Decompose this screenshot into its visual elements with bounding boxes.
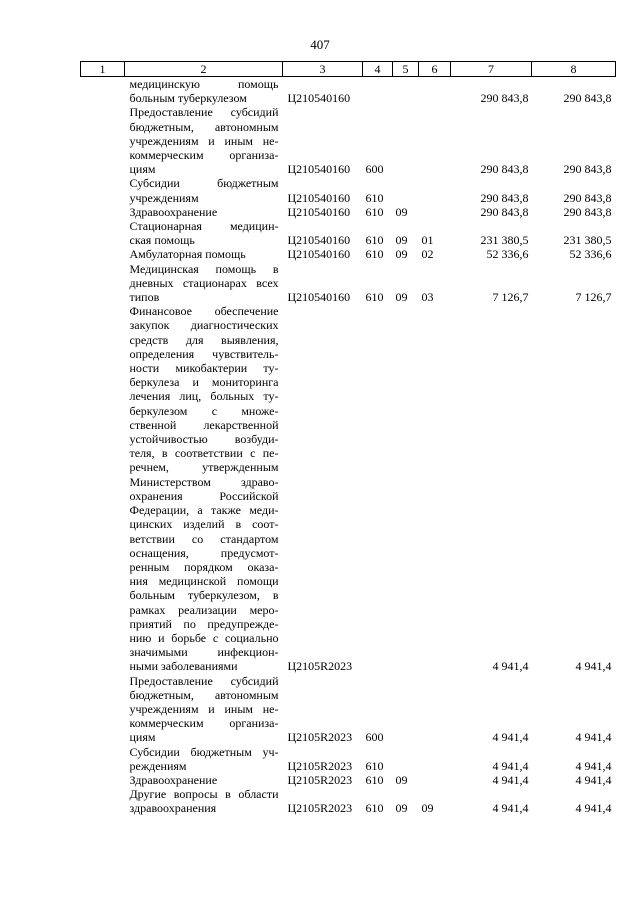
- subsection: 02: [421, 247, 434, 262]
- header-cell-8: 8: [532, 62, 616, 77]
- table-row: [81, 787, 616, 815]
- item-name-line: реждениям: [129, 758, 187, 773]
- section: 09: [395, 233, 408, 248]
- amount-col-8: 4 941,4: [575, 758, 612, 773]
- item-name-line: Стационарная медицин-: [129, 219, 279, 234]
- target-code: Ц210540160: [287, 190, 351, 205]
- item-name-line: Медицинская помощь в: [129, 261, 279, 276]
- item-name-line: охранения Российской: [129, 488, 279, 503]
- item-name: [81, 176, 283, 204]
- subsection: 01: [421, 233, 434, 248]
- section: 09: [395, 290, 408, 305]
- item-name-line: Другие вопросы в области: [129, 787, 279, 802]
- item-name: [81, 262, 283, 305]
- table-row: [81, 219, 616, 247]
- item-name-line: Амбулаторная помощь: [129, 247, 246, 262]
- amount-col-7: 4 941,4: [492, 801, 529, 816]
- amount-col-8: 4 941,4: [575, 772, 612, 787]
- amount-col-7: 4 941,4: [492, 730, 529, 745]
- section: [393, 745, 419, 773]
- item-name-line: Здравоохранение: [129, 204, 218, 219]
- table-row: [81, 262, 616, 305]
- header-cell-5: 5: [393, 62, 419, 77]
- page-number: 407: [310, 37, 330, 52]
- table-row: [81, 105, 616, 176]
- subsection: [419, 105, 451, 176]
- item-name-line: ния медицинской помощи: [129, 574, 279, 589]
- amount-col-8: 4 941,4: [575, 801, 612, 816]
- item-name: [81, 247, 283, 261]
- amount-col-7: 7 126,7: [492, 290, 529, 305]
- expense-type: 610: [365, 190, 384, 205]
- item-name: [81, 304, 283, 673]
- item-name-line: средств для выявления,: [129, 332, 279, 347]
- subsection: 03: [421, 290, 434, 305]
- header-cell-1: 1: [81, 62, 125, 77]
- expense-type: 610: [365, 758, 384, 773]
- item-name-line: ными заболеваниями: [129, 659, 238, 674]
- item-name-line: медицинскую помощь: [129, 77, 279, 91]
- item-name-line: речнем, утвержденным: [129, 460, 279, 475]
- item-name: [81, 105, 283, 176]
- item-name-line: циям: [129, 730, 156, 745]
- subsection: [419, 304, 451, 673]
- section: [393, 304, 419, 673]
- item-name-line: оснащения, предусмот-: [129, 545, 279, 560]
- target-code: Ц2105R2023: [287, 758, 353, 773]
- item-name-line: Финансовое обеспечение: [129, 304, 279, 319]
- expense-type: 610: [365, 290, 384, 305]
- item-name: [81, 674, 283, 745]
- amount-col-7: 290 843,8: [480, 91, 529, 106]
- item-name-line: определения чувствитель-: [129, 346, 279, 361]
- target-code: Ц210540160: [287, 162, 351, 177]
- amount-col-7: 290 843,8: [480, 190, 529, 205]
- header-cell-2: 2: [125, 62, 283, 77]
- header-cell-4: 4: [363, 62, 393, 77]
- item-name-line: Субсидии бюджетным: [129, 176, 279, 191]
- item-name-line: учреждениям и иным не-: [129, 133, 279, 148]
- item-name-line: Здравоохранение: [129, 772, 218, 787]
- item-name-line: Предоставление субсидий: [129, 673, 279, 688]
- item-name-line: ренным порядком оказа-: [129, 559, 279, 574]
- item-name-line: значимыми инфекцион-: [129, 645, 279, 660]
- budget-table: [80, 61, 616, 816]
- header-cell-7: 7: [451, 62, 532, 77]
- item-name-line: беркулеза и мониторинга: [129, 375, 279, 390]
- table-body: [81, 77, 616, 816]
- expense-type: 610: [365, 233, 384, 248]
- target-code: Ц210540160: [287, 247, 351, 262]
- amount-col-8: 290 843,8: [563, 204, 612, 219]
- table-row: [81, 77, 616, 106]
- expense-type: 610: [365, 204, 384, 219]
- item-name-line: бюджетным, автономным: [129, 119, 279, 134]
- header-row: [81, 62, 616, 77]
- amount-col-8: 7 126,7: [575, 290, 612, 305]
- item-name-line: нию и борьбе с социально: [129, 630, 279, 645]
- item-name-line: Предоставление субсидий: [129, 105, 279, 120]
- amount-col-7: 290 843,8: [480, 204, 529, 219]
- section: [393, 77, 419, 106]
- item-name-line: больным туберкулезом, в: [129, 588, 279, 603]
- item-name-line: ственной лекарственной: [129, 417, 279, 432]
- subsection: [419, 773, 451, 787]
- item-name: [81, 773, 283, 787]
- item-name: [81, 745, 283, 773]
- expense-type: 610: [365, 801, 384, 816]
- amount-col-7: 4 941,4: [492, 772, 529, 787]
- table-row: [81, 205, 616, 219]
- section: [393, 105, 419, 176]
- header-cell-6: 6: [419, 62, 451, 77]
- amount-col-8: 290 843,8: [563, 162, 612, 177]
- section: 09: [395, 247, 408, 262]
- item-name-line: теля, в соответствии с пе-: [129, 446, 279, 461]
- table-header: [81, 62, 616, 77]
- item-name-line: цинских изделий в соот-: [129, 517, 279, 532]
- target-code: Ц210540160: [287, 233, 351, 248]
- item-name: [81, 787, 283, 815]
- item-name-line: учреждениям и иным не-: [129, 701, 279, 716]
- item-name-line: типов: [129, 290, 160, 305]
- item-name-line: Федерации, а также меди-: [129, 503, 279, 518]
- item-name-line: коммерческим организа-: [129, 716, 279, 731]
- item-name-line: рамках реализации меро-: [129, 602, 279, 617]
- item-name-line: лечения лиц, больных ту-: [129, 389, 279, 404]
- section: 09: [395, 772, 408, 787]
- item-name-line: ветствии со стандартом: [129, 531, 279, 546]
- expense-type: [363, 77, 393, 106]
- section: [393, 674, 419, 745]
- table-row: [81, 304, 616, 673]
- subsection: [419, 77, 451, 106]
- item-name-line: бюджетным, автономным: [129, 687, 279, 702]
- subsection: [419, 205, 451, 219]
- target-code: Ц2105R2023: [287, 659, 353, 674]
- subsection: [419, 674, 451, 745]
- item-name: [81, 77, 283, 106]
- item-name-line: Министерством здраво-: [129, 474, 279, 489]
- item-name-line: устойчивостью возбуди-: [129, 432, 279, 447]
- target-code: Ц2105R2023: [287, 801, 353, 816]
- item-name: [81, 205, 283, 219]
- amount-col-8: 231 380,5: [563, 233, 612, 248]
- expense-type: 600: [365, 730, 384, 745]
- target-code: Ц2105R2023: [287, 730, 353, 745]
- target-code: Ц210540160: [287, 290, 351, 305]
- amount-col-8: 290 843,8: [563, 91, 612, 106]
- expense-type: [363, 304, 393, 673]
- subsection: [419, 745, 451, 773]
- item-name-line: ская помощь: [129, 233, 195, 248]
- item-name-line: Субсидии бюджетным уч-: [129, 744, 279, 759]
- expense-type: 610: [365, 247, 384, 262]
- header-cell-3: 3: [283, 62, 363, 77]
- expense-type: 600: [365, 162, 384, 177]
- amount-col-8: 4 941,4: [575, 659, 612, 674]
- item-name-line: дневных стационарах всех: [129, 275, 279, 290]
- item-name-line: беркулезом с множе-: [129, 403, 279, 418]
- amount-col-8: 290 843,8: [563, 190, 612, 205]
- amount-col-8: 52 336,6: [569, 247, 612, 262]
- table-row: [81, 773, 616, 787]
- item-name-line: больным туберкулезом: [129, 91, 247, 106]
- item-name-line: циям: [129, 162, 156, 177]
- amount-col-7: 290 843,8: [480, 162, 529, 177]
- item-name-line: учреждениям: [129, 190, 199, 205]
- subsection: [419, 176, 451, 204]
- section: 09: [395, 204, 408, 219]
- item-name-line: приятий по предупрежде-: [129, 616, 279, 631]
- item-name: [81, 219, 283, 247]
- target-code: Ц2105R2023: [287, 772, 353, 787]
- section: 09: [395, 801, 408, 816]
- item-name-line: коммерческим организа-: [129, 148, 279, 163]
- table-row: [81, 674, 616, 745]
- section: [393, 176, 419, 204]
- table-row: [81, 247, 616, 261]
- table-row: [81, 176, 616, 204]
- table-row: [81, 745, 616, 773]
- item-name-line: здравоохранения: [129, 801, 217, 816]
- amount-col-7: 4 941,4: [492, 659, 529, 674]
- item-name-line: закупок диагностических: [129, 318, 279, 333]
- amount-col-7: 231 380,5: [480, 233, 529, 248]
- amount-col-7: 4 941,4: [492, 758, 529, 773]
- amount-col-8: 4 941,4: [575, 730, 612, 745]
- target-code: Ц210540160: [287, 204, 351, 219]
- target-code: Ц210540160: [287, 91, 351, 106]
- item-name-line: ности микобактерии ту-: [129, 361, 279, 376]
- expense-type: 610: [365, 772, 384, 787]
- subsection: 09: [421, 801, 434, 816]
- amount-col-7: 52 336,6: [486, 247, 529, 262]
